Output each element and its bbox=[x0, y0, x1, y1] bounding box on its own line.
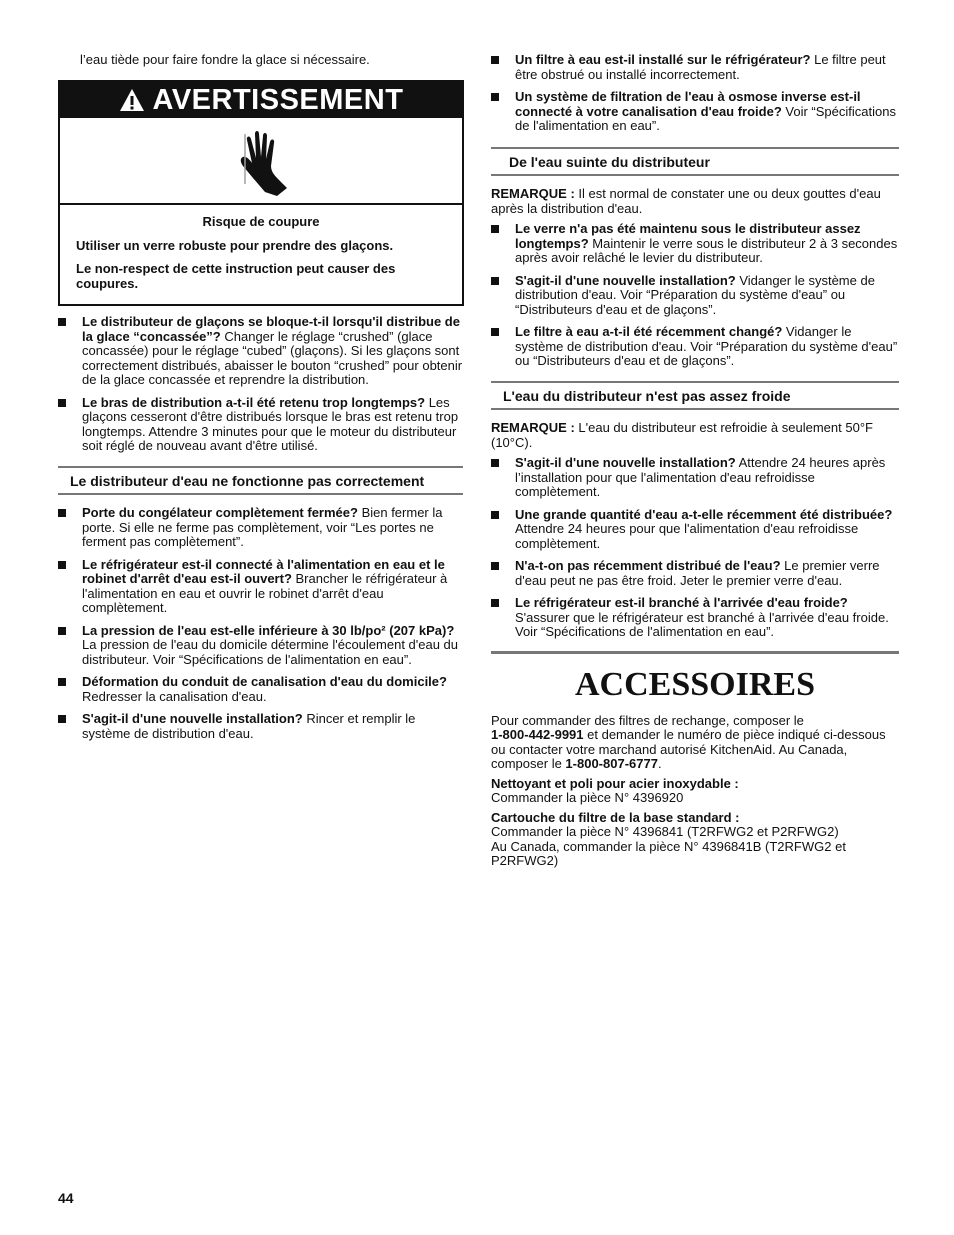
list-item: Le verre n'a pas été maintenu sous le distributeur assez longtemps? Maintenir le verre sous le distributeur 2 à 3 secondes après avoir relâché le levier du distributeur. bbox=[491, 222, 899, 266]
accessory-item: Cartouche du filtre de la base standard : Commander la pièce N° 4396841 (T2RFWG2 et P2RFWG2) Au Canada, commander la pièce N° 4396841B (T2RFWG2 et P2RFWG2) bbox=[491, 809, 846, 868]
note: REMARQUE : Il est normal de constater une ou deux gouttes d'eau après la distribution d'eau. bbox=[491, 186, 881, 216]
list-item: Un filtre à eau est-il installé sur le réfrigérateur? Le filtre peut être obstrué ou installé incorrectement. bbox=[491, 53, 899, 82]
list-item: Une grande quantité d'eau a-t-elle récemment été distribuée? Attendre 24 heures pour que l'alimentation d'eau refroidisse complètement. bbox=[491, 508, 899, 552]
list-item: N'a-t-on pas récemment distribué de l'eau? Le premier verre d'eau peut ne pas être froid. Jeter le premier verre d'eau. bbox=[491, 559, 899, 588]
list-item: Le distributeur de glaçons se bloque-t-il lorsqu'il distribue de la glace “concassée”? Changer le réglage “crushed” (glace concassée) pour le réglage “cubed” (glaçons). Si les glaçons sont correctement distribués, abaisser le bouton “crushed” pour obtenir de la glace concassée et reprendre la distribution. bbox=[58, 315, 463, 388]
list-item: La pression de l'eau est-elle inférieure à 30 lb/po² (207 kPa)? La pression de l'eau du domicile détermine l'écoulement d'eau du distributeur. Voir “Spécifications de l'alimentation en eau”. bbox=[58, 624, 463, 668]
list-item: S'agit-il d'une nouvelle installation? Vidanger le système de distribution d'eau. Voir “Préparation du système d'eau” ou “Distributeurs d'eau et de glaçons”. bbox=[491, 274, 899, 318]
section-heading: De l'eau suinte du distributeur bbox=[491, 147, 899, 177]
list-item: S'agit-il d'une nouvelle installation? Rincer et remplir le système de distribution d'eau. bbox=[58, 712, 463, 741]
warning-risk: Risque de coupure bbox=[202, 214, 320, 229]
warning-line2: Le non-respect de cette instruction peut causer des coupures. bbox=[76, 261, 396, 291]
warning-box bbox=[58, 80, 464, 306]
warning-triangle-icon bbox=[119, 88, 145, 112]
section-heading: L'eau du distributeur n'est pas assez froide bbox=[491, 381, 899, 411]
warning-title: AVERTISSEMENT bbox=[152, 83, 404, 116]
page-number: 44 bbox=[58, 1190, 74, 1206]
accessory-item: Nettoyant et poli pour acier inoxydable : Commander la pièce N° 4396920 bbox=[491, 775, 739, 805]
list-item: Le filtre à eau a-t-il été récemment changé? Vidanger le système de distribution d'eau. Voir “Préparation du système d'eau” ou “Distributeurs d'eau et de glaçons”. bbox=[491, 325, 899, 369]
note: REMARQUE : L'eau du distributeur est refroidie à seulement 50°F (10°C). bbox=[491, 420, 873, 450]
list-item: Porte du congélateur complètement fermée? Bien fermer la porte. Si elle ne ferme pas complètement, voir “Les portes ne ferment pas complètement”. bbox=[58, 506, 463, 550]
list-item: Le réfrigérateur est-il branché à l'arrivée d'eau froide? S'assurer que le réfrigérateur est branché à l'arrivée d'eau froide. Voir “Spécifications de l'alimentation en eau”. bbox=[491, 596, 899, 640]
section-heading: Le distributeur d'eau ne fonctionne pas correctement bbox=[58, 466, 463, 496]
warning-line1: Utiliser un verre robuste pour prendre des glaçons. bbox=[76, 237, 394, 253]
warning-icon-area bbox=[60, 118, 462, 205]
hand-cut-icon bbox=[225, 126, 295, 196]
list-item: Le réfrigérateur est-il connecté à l'alimentation en eau et le robinet d'arrêt d'eau est-il ouvert? Brancher le réfrigérateur à l'alimentation en eau et ouvrir le robinet d'arrêt d'eau complètement. bbox=[58, 558, 463, 616]
list-item: Le bras de distribution a-t-il été retenu trop longtemps? Les glaçons cesseront d'être distribués lorsque le bras est retenu trop longtemps. Attendre 3 minutes pour que le moteur du distributeur soit réglé de nouveau avant d'être utilisé. bbox=[58, 396, 463, 454]
intro-text: l’eau tiède pour faire fondre la glace si nécessaire. bbox=[80, 52, 370, 67]
list-item: S'agit-il d'une nouvelle installation? Attendre 24 heures après l’installation pour que l'alimentation d'eau refroidisse complètement. bbox=[491, 456, 899, 500]
list-item: Un système de filtration de l'eau à osmose inverse est-il connecté à votre canalisation d'eau froide? Voir “Spécifications de l'alimentation en eau”. bbox=[491, 90, 899, 134]
list-item: Déformation du conduit de canalisation d'eau du domicile? Redresser la canalisation d'eau. bbox=[58, 675, 463, 704]
accessories-title: ACCESSOIRES bbox=[575, 665, 815, 703]
accessories-intro: Pour commander des filtres de rechange, composer le 1-800-442-9991 et demander le numéro de pièce indiqué ci-dessous ou contacter votre marchand autorisé KitchenAid. Au Canada, composer le 1-800-807-6777. bbox=[491, 712, 886, 771]
warning-header bbox=[60, 82, 462, 118]
